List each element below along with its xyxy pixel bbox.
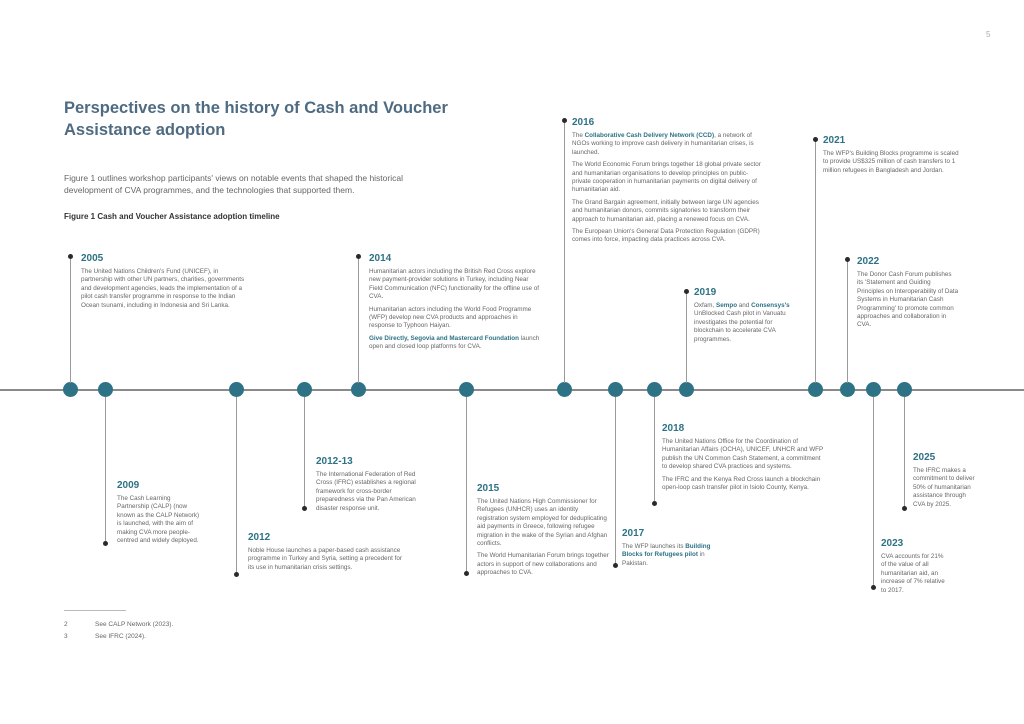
stem-dot-2012 <box>234 572 239 577</box>
stem-dot-2005 <box>68 254 73 259</box>
event-text: CVA accounts for 21% of the value of all humanitarian aid, an increase of 7% relative to 2017. <box>881 553 945 594</box>
event-text: Noble House launches a paper-based cash assistance programme in Turkey and Syria, setting a precedent for its use in humanitarian crisis settings. <box>248 547 402 571</box>
stem-dot-2021 <box>813 137 818 142</box>
footnote <box>64 621 173 628</box>
event-text: Humanitarian actors including the British Red Cross explore new payment-provider solutions in Turkey, including Near Field Communication (NFC) functionality for the offline use of CVA. <box>369 268 539 301</box>
event-year: 2017 <box>622 528 645 539</box>
event-text-rest: in Pakistan. <box>622 551 705 567</box>
event-text: The European Union's General Data Protection Regulation (GDPR) comes into force, impacting data practices across CVA. <box>572 228 760 244</box>
stem-2005 <box>70 257 71 383</box>
event-2025 <box>913 452 977 513</box>
event-2016 <box>572 117 764 249</box>
stem-2022 <box>847 260 848 383</box>
timeline-node-2021 <box>808 382 823 397</box>
figure-caption: Figure 1 Cash and Voucher Assistance adoption timeline <box>64 212 280 221</box>
event-year: 2022 <box>857 256 880 267</box>
stem-dot-2017 <box>613 563 618 568</box>
event-2023 <box>881 538 945 599</box>
event-text-pre: Oxfam, <box>694 302 717 309</box>
footnote-number: 3 <box>64 633 68 640</box>
event-highlight: Collaborative Cash Delivery Network (CCD) <box>584 132 715 139</box>
event-text: The WFP's Building Blocks programme is scaled to provide US$325 million of cash transfers to 1 million refugees in Bangladesh and Jordan. <box>823 150 959 174</box>
page-title: Perspectives on the history of Cash and Voucher Assistance adoption <box>64 99 448 139</box>
event-text: The International Federation of Red Cross (IFRC) establishes a regional framework for cross-border preparedness via the Pan American disaster response unit. <box>316 471 416 512</box>
stem-2015 <box>466 397 467 573</box>
event-text <box>694 302 792 344</box>
event-year: 2005 <box>81 253 104 264</box>
timeline-node-2018 <box>647 382 662 397</box>
event-2022 <box>857 256 959 334</box>
event-highlight: Building Blocks for Refugees pilot <box>622 543 711 559</box>
timeline-node-2025 <box>897 382 912 397</box>
event-text: The World Economic Forum brings together 18 global private sector and humanitarian organisations to develop principles on public-private cooperation in humanitarian payments on digital delivery of humanitarian aid. <box>572 161 761 194</box>
stem-dot-2015 <box>464 571 469 576</box>
event-text: The World Humanitarian Forum brings together actors in support of new collaborations and approaches to CVA. <box>477 552 609 577</box>
stem-2012 <box>236 397 237 574</box>
event-year: 2023 <box>881 538 904 549</box>
event-2014 <box>369 253 541 356</box>
timeline-node-2012 <box>229 382 244 397</box>
stem-dot-2023 <box>871 585 876 590</box>
timeline-node-2009 <box>98 382 113 397</box>
event-2015 <box>477 483 611 582</box>
event-text: The United Nations High Commissioner for Refugees (UNHCR) uses an identity registration system employed for deduplicating aid payments in Greece, following refugee migration in the wake of the Syrian and Afghan conflicts. <box>477 498 608 548</box>
timeline-node-2017 <box>608 382 623 397</box>
event-2012 <box>248 532 408 576</box>
event-highlight: Give Directly, Segovia and Mastercard Foundation <box>369 334 519 342</box>
timeline-node-2023 <box>866 382 881 397</box>
event-text-rest: , a network of NGOs working to improve cash delivery in humanitarian crises, is launched. <box>572 132 754 156</box>
stem-dot-2012-13 <box>302 506 307 511</box>
event-2012-13 <box>316 456 420 517</box>
event-text-mid: and <box>737 302 752 309</box>
event-2005 <box>81 253 247 314</box>
stem-2019 <box>686 292 687 383</box>
stem-2025 <box>904 397 905 508</box>
event-text: The Grand Bargain agreement, initially between large UN agencies and humanitarian donors, commits signatories to transform their approach to humanitarian aid, placing a renewed focus on CVA. <box>572 198 759 223</box>
event-year: 2018 <box>662 423 685 434</box>
footnote-divider <box>64 610 126 611</box>
event-text: The Donor Cash Forum publishes its 'Statement and Guiding Principles on Interoperability of Data Systems in Humanitarian Cash Programming' to promote common approaches and collaboration in CVA. <box>857 271 959 329</box>
stem-dot-2018 <box>652 501 657 506</box>
event-text: The IFRC makes a commitment to deliver 50% of humanitarian assistance through CVA by 2025. <box>913 467 975 508</box>
stem-2021 <box>815 140 816 383</box>
stem-2012-13 <box>304 397 305 508</box>
stem-dot-2019 <box>684 289 689 294</box>
event-text <box>622 543 714 568</box>
event-year: 2019 <box>694 287 717 298</box>
event-text: The Cash Learning Partnership (CALP) (now known as the CALP Network) is launched, with the aim of making CVA more people-centred and widely deployed. <box>117 495 200 545</box>
timeline-node-2016 <box>557 382 572 397</box>
event-text-pre: The <box>572 132 585 139</box>
stem-2018 <box>654 397 655 503</box>
timeline-node-2022 <box>840 382 855 397</box>
event-2018 <box>662 423 826 496</box>
event-text <box>572 132 764 157</box>
footnote <box>64 633 146 640</box>
event-year: 2012 <box>248 532 271 543</box>
stem-2016 <box>564 121 565 383</box>
event-year: 2012-13 <box>316 456 353 467</box>
event-year: 2015 <box>477 483 500 494</box>
event-text: The United Nations Children's Fund (UNICEF), in partnership with other UN partners, charities, governments and development agencies, leads the implementation of a pilot cash transfer programme in response to the Indian Ocean tsunami, including in Indonesia and Sri Lanka. <box>81 268 245 309</box>
event-2009 <box>117 480 203 549</box>
stem-dot-2016 <box>562 118 567 123</box>
event-highlight: Sempo <box>716 302 738 309</box>
timeline-node-2005 <box>63 382 78 397</box>
timeline-node-2012-13 <box>297 382 312 397</box>
event-2021 <box>823 135 965 179</box>
event-year: 2009 <box>117 480 140 491</box>
event-text: The IFRC and the Kenya Red Cross launch a blockchain open-loop cash transfer pilot in Isiolo County, Kenya. <box>662 475 821 492</box>
event-2019 <box>694 287 792 348</box>
event-text-pre: The WFP launches its <box>622 543 686 550</box>
stem-dot-2009 <box>103 541 108 546</box>
event-text <box>369 335 541 352</box>
stem-dot-2022 <box>845 257 850 262</box>
stem-dot-2014 <box>356 254 361 259</box>
event-text: The United Nations Office for the Coordination of Humanitarian Affairs (OCHA), UNICEF, UNHCR and WFP publish the UN Common Cash Statement, a commitment to develop shared CVA practices and systems. <box>662 438 824 471</box>
footnote-text: See CALP Network (2023). <box>95 621 174 628</box>
event-year: 2025 <box>913 452 936 463</box>
timeline-node-2019 <box>679 382 694 397</box>
stem-dot-2025 <box>902 506 907 511</box>
timeline-node-2015 <box>459 382 474 397</box>
event-2017 <box>622 528 714 572</box>
event-highlight: Consensys's <box>751 302 790 309</box>
event-year: 2014 <box>369 253 392 264</box>
timeline-node-2014 <box>351 382 366 397</box>
footnote-number: 2 <box>64 621 68 628</box>
page-number: 5 <box>986 30 991 39</box>
stem-2009 <box>105 397 106 543</box>
stem-2014 <box>358 257 359 383</box>
event-text: Humanitarian actors including the World Food Programme (WFP) develop new CVA products and approaches in response to Typhoon Haiyan. <box>369 305 532 330</box>
footnote-text: See IFRC (2024). <box>95 633 146 640</box>
stem-2023 <box>873 397 874 587</box>
event-text-rest: launch open and closed loop platforms for CVA. <box>369 334 540 351</box>
stem-2017 <box>615 397 616 565</box>
event-year: 2021 <box>823 135 846 146</box>
event-text-rest: UnBlocked Cash pilot in Vanuatu investigates the potential for blockchain to accelerate CVA programmes. <box>694 310 786 343</box>
event-year: 2016 <box>572 117 595 128</box>
intro-paragraph: Figure 1 outlines workshop participants' views on notable events that shaped the historical development of CVA programmes, and the technologies that supported them. <box>64 173 403 195</box>
